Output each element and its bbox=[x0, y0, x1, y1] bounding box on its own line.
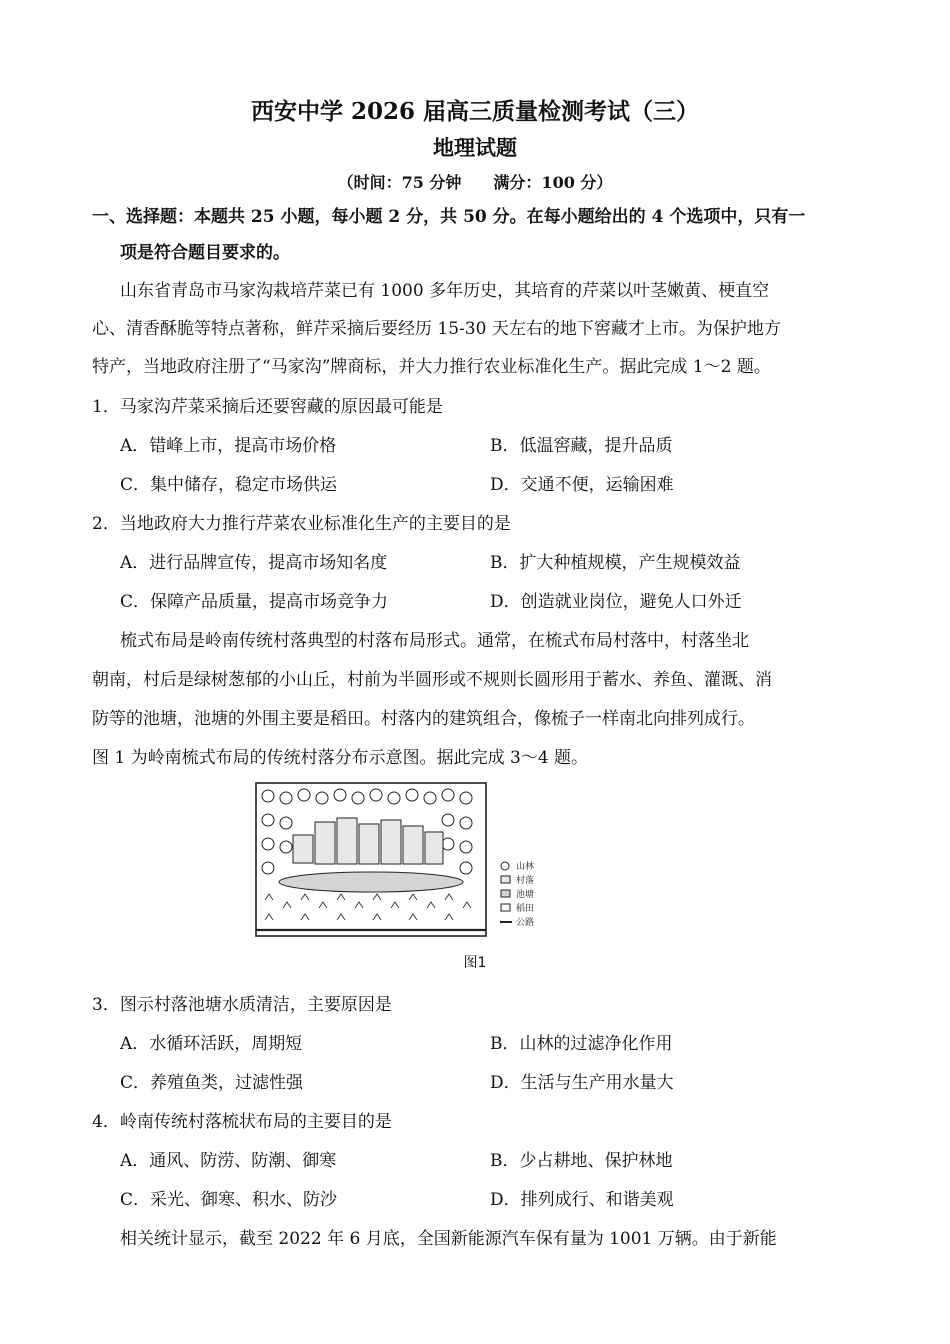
figure-caption: 图1 bbox=[463, 955, 487, 971]
exam-title: 西安中学 2026 届高三质量检测考试（三） bbox=[250, 98, 700, 125]
option: B．低温窖藏，提升品质 bbox=[490, 436, 673, 456]
question-stem: 3．图示村落池塘水质清洁，主要原因是 bbox=[92, 995, 392, 1015]
option: C．养殖鱼类，过滤性强 bbox=[120, 1073, 304, 1093]
legend-label: 村落 bbox=[516, 876, 535, 886]
passage2-line: 图 1 为岭南梳式布局的传统村落分布示意图。据此完成 3～4 题。 bbox=[92, 748, 589, 768]
option: D．生活与生产用水量大 bbox=[490, 1073, 674, 1093]
question-stem: 2．当地政府大力推行芹菜农业标准化生产的主要目的是 bbox=[92, 514, 511, 534]
option: B．扩大种植规模，产生规模效益 bbox=[490, 553, 741, 573]
passage1-line: 特产，当地政府注册了“马家沟”牌商标，并大力推行农业标准化生产。据此完成 1～2 题。 bbox=[92, 357, 771, 377]
legend-label: 池塘 bbox=[516, 890, 535, 900]
section-heading-line2: 项是符合题目要求的。 bbox=[120, 243, 290, 263]
question-stem: 1．马家沟芹菜采摘后还要窖藏的原因最可能是 bbox=[92, 397, 443, 417]
legend-label: 公路 bbox=[516, 918, 535, 928]
legend-village-swatch bbox=[501, 876, 510, 883]
option: D．排列成行、和谐美观 bbox=[490, 1190, 674, 1210]
passage2-line: 朝南，村后是绿树葱郁的小山丘，村前为半圆形或不规则长圆形用于蓄水、养鱼、灌溉、消 bbox=[92, 670, 772, 690]
legend-pond-swatch bbox=[501, 890, 510, 897]
exam-meta: （时间：75 分钟 满分：100 分） bbox=[337, 173, 613, 192]
legend-label: 稻田 bbox=[516, 904, 535, 914]
option: A．通风、防涝、防潮、御寒 bbox=[120, 1151, 337, 1171]
option: A．进行品牌宣传，提高市场知名度 bbox=[120, 553, 388, 573]
option: C．集中储存，稳定市场供运 bbox=[120, 475, 338, 495]
pond bbox=[279, 872, 463, 892]
subject-title: 地理试题 bbox=[433, 135, 517, 160]
option: A．错峰上市，提高市场价格 bbox=[120, 436, 337, 456]
option: A．水循环活跃，周期短 bbox=[120, 1034, 303, 1054]
question-stem: 4．岭南传统村落梳状布局的主要目的是 bbox=[92, 1112, 392, 1132]
legend-label: 山林 bbox=[516, 862, 535, 872]
legend-rice-swatch bbox=[501, 904, 510, 911]
passage2-line: 梳式布局是岭南传统村落典型的村落布局形式。通常，在梳式布局村落中，村落坐北 bbox=[120, 631, 749, 651]
legend-forest-swatch bbox=[501, 862, 509, 870]
section-heading-line1: 一、选择题：本题共 25 小题，每小题 2 分，共 50 分。在每小题给出的 4 个选项中，只有一 bbox=[92, 207, 806, 227]
passage2-line: 防等的池塘，池塘的外围主要是稻田。村落内的建筑组合，像梳子一样南北向排列成行。 bbox=[92, 709, 755, 729]
legend bbox=[500, 860, 534, 928]
option: C．保障产品质量，提高市场竞争力 bbox=[120, 592, 389, 612]
village-layout-figure bbox=[253, 780, 553, 942]
option: B．山林的过滤净化作用 bbox=[490, 1034, 673, 1054]
option: C．采光、御寒、积水、防沙 bbox=[120, 1190, 338, 1210]
passage1-line: 山东省青岛市马家沟栽培芹菜已有 1000 多年历史，其培育的芹菜以叶茎嫩黄、梗直空 bbox=[120, 281, 770, 301]
passage3-line: 相关统计显示，截至 2022 年 6 月底，全国新能源汽车保有量为 1001 万辆。由于新能 bbox=[120, 1229, 777, 1249]
option: B．少占耕地、保护林地 bbox=[490, 1151, 673, 1171]
option: D．交通不便，运输困难 bbox=[490, 475, 674, 495]
option: D．创造就业岗位，避免人口外迁 bbox=[490, 592, 742, 612]
passage1-line: 心、清香酥脆等特点著称，鲜芹采摘后要经历 15-30 天左右的地下窖藏才上市。为保护地方 bbox=[92, 319, 781, 339]
